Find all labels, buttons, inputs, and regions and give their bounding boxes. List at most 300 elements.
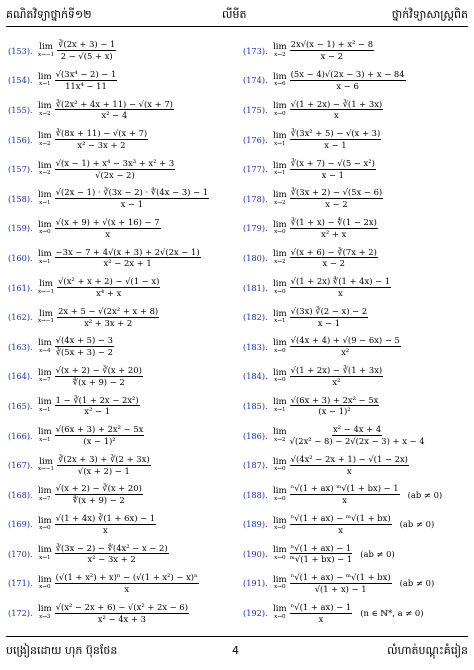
limit-problem — [243, 539, 474, 569]
lim-word: lim — [38, 249, 52, 260]
limit-subscript: x→7 — [39, 377, 51, 384]
denominator: x² + 3x + 2 — [84, 317, 133, 328]
problem-number: (187). — [243, 460, 268, 471]
lim-word: lim — [38, 397, 52, 408]
numerator: √(3x⁴ − 2) − 1 — [55, 69, 117, 80]
condition: (ab ≠ 0) — [360, 548, 395, 559]
fraction — [290, 129, 382, 150]
denominator: (x − 1)² — [83, 436, 116, 447]
denominator: x² — [332, 376, 341, 387]
lim-word: lim — [38, 486, 52, 497]
limit-problem — [8, 184, 240, 214]
limit-subscript: x→2 — [39, 170, 51, 177]
denominator: x — [342, 495, 348, 506]
fraction — [290, 307, 369, 328]
footer-rule — [6, 636, 468, 637]
fraction — [290, 188, 384, 209]
limit-operator — [273, 221, 287, 236]
lim-word: lim — [273, 249, 287, 260]
limit-operator — [273, 191, 287, 206]
fraction — [290, 455, 409, 476]
problem-number: (154). — [8, 75, 33, 86]
denominator: x − 1 — [120, 199, 144, 210]
limit-problem — [8, 362, 240, 392]
fraction — [290, 366, 384, 387]
problem-number: (161). — [8, 282, 33, 293]
denominator: x — [338, 288, 343, 299]
problem-number: (173). — [243, 45, 268, 56]
fraction — [55, 366, 143, 387]
denominator: x − 2 — [322, 258, 345, 269]
problem-number: (160). — [8, 252, 33, 263]
problem-number: (184). — [243, 371, 268, 382]
limit-problem — [8, 450, 240, 480]
fraction — [55, 159, 176, 180]
denominator: x − 2 — [320, 51, 344, 62]
numerator: ∛(x + 7) − √(5 − x²) — [290, 157, 375, 168]
problem-number: (166). — [8, 430, 33, 441]
limit-operator — [38, 73, 52, 88]
problem-number: (183). — [243, 341, 268, 352]
numerator: √(x² + x + 2) − √(1 − x) — [58, 276, 160, 287]
limit-subscript: x→0 — [274, 377, 286, 384]
problem-number: (171). — [8, 578, 33, 589]
limit-problem — [243, 125, 474, 155]
denominator: x − 1 — [324, 140, 347, 151]
limit-subscript: x→0 — [274, 466, 286, 473]
limit-subscript: x→1 — [39, 258, 51, 265]
fraction — [290, 514, 392, 535]
page-footer — [0, 640, 474, 666]
fraction — [57, 40, 116, 61]
lim-word: lim — [273, 456, 287, 467]
fraction — [55, 396, 140, 417]
denominator: (x − 1)² — [318, 406, 351, 417]
numerator: ∛(2x + 3) − 1 — [58, 39, 116, 50]
limit-problem — [8, 391, 240, 421]
denominator: √(2x − 2) — [95, 169, 135, 180]
limit-problem — [8, 510, 240, 540]
lim-word: lim — [38, 101, 52, 112]
limit-subscript: x→6 — [274, 81, 286, 88]
problem-number: (153). — [8, 45, 33, 56]
denominator: √(1 + x) − 1 — [314, 583, 367, 594]
numerator: ⁿ√(1 + ax) − 1 — [290, 542, 352, 553]
limit-subscript: x→−1 — [38, 51, 55, 58]
limit-operator — [273, 310, 287, 325]
limit-operator — [38, 487, 52, 502]
lim-word: lim — [273, 219, 287, 230]
limit-subscript: x→1 — [274, 318, 286, 325]
lim-word: lim — [38, 367, 52, 378]
lim-word: lim — [273, 397, 287, 408]
lim-word: lim — [273, 515, 287, 526]
fraction — [55, 573, 199, 594]
limit-subscript: x→2 — [39, 110, 51, 117]
denominator: x² + x — [321, 228, 347, 239]
fraction — [290, 544, 353, 565]
denominator: x — [346, 465, 352, 476]
limit-operator — [273, 280, 287, 295]
problem-number: (177). — [243, 164, 268, 175]
lim-word: lim — [39, 308, 53, 319]
numerator: ∛(3x + 2) − √(5x − 6) — [290, 187, 383, 198]
numerator: ⁿ√(1 + ax) − ᵐ√(1 + bx) — [290, 512, 391, 523]
footer-author: បង្រៀនដោយ ហុក ប៊ុនថែន — [6, 644, 118, 657]
limit-problem — [243, 154, 474, 184]
limit-operator — [38, 576, 52, 591]
denominator: x — [103, 524, 108, 535]
lim-word: lim — [273, 604, 287, 615]
limit-operator — [273, 369, 287, 384]
limit-problem — [8, 214, 240, 244]
limit-problem — [243, 421, 474, 451]
problem-number: (181). — [243, 282, 268, 293]
limit-subscript: x→2 — [39, 140, 51, 147]
footer-title: លំហាត់បណ្តុះគំរៀន — [387, 644, 468, 657]
limit-operator — [38, 310, 54, 325]
limit-problem — [8, 95, 240, 125]
limit-operator — [273, 73, 287, 88]
denominator: x — [105, 228, 110, 239]
problem-number: (156). — [8, 134, 33, 145]
limit-subscript: x→1 — [39, 81, 51, 88]
limit-problem — [243, 332, 474, 362]
denominator: x — [318, 613, 324, 624]
limit-operator — [273, 398, 287, 413]
limit-subscript: x→0 — [274, 584, 286, 591]
problem-number: (162). — [8, 312, 33, 323]
fraction — [290, 573, 392, 594]
numerator: (5x − 4)√(2x − 3) + x − 84 — [290, 69, 405, 80]
limit-subscript: x→3 — [39, 614, 51, 621]
numerator: ∛(8x + 11) − √(x + 7) — [55, 128, 148, 139]
lim-word: lim — [38, 574, 52, 585]
page-number: 4 — [232, 644, 239, 657]
limit-subscript: x→0 — [39, 229, 51, 236]
lim-word: lim — [273, 160, 287, 171]
denominator: ᵐ√(1 + bx) − 1 — [289, 554, 353, 565]
limit-problem — [243, 598, 474, 628]
problem-number: (168). — [8, 489, 33, 500]
limit-problem — [8, 66, 240, 96]
limit-operator — [273, 339, 287, 354]
lim-word: lim — [38, 604, 52, 615]
limit-problem — [243, 480, 474, 510]
numerator: ∛(3x − 2) − ∜(4x² − x − 2) — [55, 542, 168, 553]
denominator: ∜(x + 9) − 2 — [72, 376, 125, 387]
denominator: 2 − √(5 + x) — [60, 51, 113, 62]
limit-operator — [38, 221, 52, 236]
numerator: √(2x − 1) · ∛(3x − 2) · ∜(4x − 3) − 1 — [55, 187, 209, 198]
lim-word: lim — [38, 515, 52, 526]
limit-subscript: x→0 — [274, 495, 286, 502]
denominator: x — [338, 524, 344, 535]
limit-subscript: x→2 — [274, 199, 286, 206]
numerator: √(x + 2) − ∛(x + 20) — [55, 365, 142, 376]
limit-operator — [38, 546, 52, 561]
fraction — [290, 277, 392, 298]
fraction — [55, 129, 149, 150]
limit-problem — [243, 302, 474, 332]
limit-operator — [273, 250, 287, 265]
limit-subscript: x→2 — [274, 51, 286, 58]
fraction — [290, 425, 425, 446]
limit-operator — [38, 132, 52, 147]
limit-subscript: x→0 — [274, 110, 286, 117]
fraction — [290, 603, 353, 624]
denominator: ∜(x + 9) − 2 — [72, 495, 125, 506]
problems-column-right — [243, 36, 474, 628]
limit-problem — [8, 36, 240, 66]
problem-number: (167). — [8, 460, 33, 471]
limit-subscript: x→0 — [274, 554, 286, 561]
problem-number: (179). — [243, 223, 268, 234]
fraction — [290, 484, 400, 505]
lim-word: lim — [38, 426, 52, 437]
problem-number: (172). — [8, 608, 33, 619]
fraction — [290, 336, 401, 357]
limit-problem — [8, 421, 240, 451]
limit-subscript: x→1 — [39, 554, 51, 561]
problem-number: (178). — [243, 193, 268, 204]
lim-word: lim — [273, 42, 287, 53]
limit-operator — [273, 487, 287, 502]
denominator: x² − 4x + 3 — [97, 613, 146, 624]
problem-number: (174). — [243, 75, 268, 86]
numerator: x² − 4x + 4 — [333, 424, 382, 435]
fraction — [55, 514, 157, 535]
header-topic: លីមីត — [222, 8, 247, 21]
lim-word: lim — [38, 160, 52, 171]
limit-subscript: x→0 — [274, 525, 286, 532]
lim-word: lim — [273, 190, 287, 201]
problem-number: (169). — [8, 519, 33, 530]
lim-word: lim — [39, 278, 53, 289]
lim-word: lim — [39, 42, 53, 53]
lim-word: lim — [273, 130, 287, 141]
limit-problem — [8, 332, 240, 362]
numerator: −3x − 7 + 4√(x + 3) + 2√(2x − 1) — [55, 246, 200, 257]
lim-word: lim — [273, 71, 287, 82]
fraction — [290, 248, 378, 269]
limit-subscript: x→2 — [274, 258, 286, 265]
problem-number: (164). — [8, 371, 33, 382]
fraction — [290, 218, 378, 239]
limit-problem — [243, 391, 474, 421]
limit-operator — [273, 132, 287, 147]
problem-number: (176). — [243, 134, 268, 145]
fraction — [290, 159, 376, 180]
lim-word: lim — [38, 338, 52, 349]
condition: (ab ≠ 0) — [407, 489, 443, 500]
lim-word: lim — [38, 219, 52, 230]
lim-word: lim — [38, 130, 52, 141]
lim-word: lim — [38, 190, 52, 201]
limit-problem — [8, 480, 240, 510]
limit-operator — [38, 162, 52, 177]
limit-problem — [8, 273, 240, 303]
lim-word: lim — [273, 308, 287, 319]
problem-number: (165). — [8, 400, 33, 411]
limit-operator — [38, 191, 52, 206]
numerator: √(1 + 2x) − ∛(1 + 3x) — [290, 365, 383, 376]
fraction — [290, 396, 380, 417]
denominator: x² − 4 — [101, 110, 128, 121]
limit-subscript: x→7 — [39, 495, 51, 502]
denominator: x − 6 — [336, 80, 359, 91]
limit-subscript: x→−1 — [38, 318, 55, 325]
limit-subscript: x→−1 — [38, 466, 55, 473]
limit-operator — [38, 43, 54, 58]
limit-operator — [38, 250, 52, 265]
limit-subscript: x→0 — [274, 614, 286, 621]
limit-subscript: x→−1 — [38, 288, 55, 295]
fraction — [57, 455, 151, 476]
problems-column-left — [8, 36, 240, 628]
fraction — [55, 188, 209, 209]
fraction — [290, 70, 406, 91]
numerator: (√(1 + x²) + x)ⁿ − (√(1 + x²) − x)ⁿ — [55, 572, 198, 583]
fraction — [290, 100, 384, 121]
condition: (ab ≠ 0) — [399, 578, 435, 589]
limit-operator — [38, 339, 52, 354]
denominator: x — [334, 110, 339, 121]
limit-subscript: x→1 — [274, 140, 286, 147]
fraction — [57, 277, 160, 298]
numerator: ⁿ√(1 + ax) − ᵐ√(1 + bx) — [290, 572, 391, 583]
limit-problem — [8, 154, 240, 184]
limit-operator — [38, 517, 52, 532]
lim-word: lim — [273, 545, 287, 556]
limit-problem — [243, 510, 474, 540]
denominator: 11x⁴ − 11 — [65, 80, 107, 91]
denominator: x² − 3x + 2 — [87, 554, 136, 565]
condition: (n ∈ ℕ*, a ≠ 0) — [360, 608, 424, 619]
numerator: √(4x + 4) + √(9 − 6x) − 5 — [290, 335, 400, 346]
limit-subscript: x→0 — [39, 584, 51, 591]
limit-operator — [273, 428, 287, 443]
limit-problem — [243, 66, 474, 96]
limit-problem — [8, 302, 240, 332]
limit-subscript: x→0 — [39, 525, 51, 532]
denominator: x − 1 — [321, 169, 344, 180]
limit-subscript: x→1 — [39, 406, 51, 413]
limit-operator — [38, 428, 52, 443]
denominator: √(x + 2) − 1 — [77, 465, 130, 476]
fraction — [55, 425, 145, 446]
problem-number: (170). — [8, 548, 33, 559]
limit-problem — [243, 184, 474, 214]
numerator: ∛(1 + x) − ∜(1 − 2x) — [290, 217, 377, 228]
numerator: ∛(2x² + 4x + 11) − √(x + 7) — [55, 98, 173, 109]
limit-problem — [243, 243, 474, 273]
header-subject: គណិតវិទ្យាថ្នាក់ទី១២ — [6, 8, 92, 21]
limit-operator — [273, 546, 287, 561]
problem-number: (186). — [243, 430, 268, 441]
fraction — [55, 336, 114, 357]
limit-problem — [243, 273, 474, 303]
problem-number: (188). — [243, 489, 268, 500]
problem-number: (158). — [8, 193, 33, 204]
lim-word: lim — [273, 338, 287, 349]
limit-operator — [273, 458, 287, 473]
numerator: ⁿ√(1 + ax) ᵐ√(1 + bx) − 1 — [290, 483, 399, 494]
limit-operator — [38, 398, 52, 413]
lim-word: lim — [273, 426, 287, 437]
limit-problem — [243, 95, 474, 125]
numerator: √(4x + 5) − 3 — [55, 335, 113, 346]
lim-word: lim — [273, 574, 287, 585]
lim-word: lim — [273, 278, 287, 289]
problem-number: (155). — [8, 104, 33, 115]
limit-problem — [8, 243, 240, 273]
problem-number: (190). — [243, 548, 268, 559]
lim-word: lim — [39, 456, 53, 467]
denominator: x⁴ + x — [96, 288, 122, 299]
limit-operator — [38, 369, 52, 384]
lim-word: lim — [273, 486, 287, 497]
denominator: x² − 2x + 1 — [103, 258, 152, 269]
numerator: 2x√(x − 1) + x² − 8 — [290, 39, 374, 50]
header-class: ថ្នាក់វិទ្យាសាស្ត្រពិត — [391, 8, 468, 21]
limit-operator — [38, 458, 54, 473]
denominator: x² − 1 — [84, 406, 111, 417]
limit-operator — [38, 102, 52, 117]
numerator: √(4x² − 2x + 1) − √(1 − 2x) — [290, 453, 408, 464]
limit-problem — [243, 36, 474, 66]
numerator: √(1 + 2x) ∜(1 + 4x) − 1 — [290, 276, 391, 287]
limit-subscript: x→1 — [274, 170, 286, 177]
fraction — [55, 484, 143, 505]
limit-problem — [243, 569, 474, 599]
numerator: √(x + 9) + √(x + 16) − 7 — [55, 217, 160, 228]
limit-subscript: x→1 — [274, 406, 286, 413]
lim-word: lim — [38, 545, 52, 556]
problem-number: (185). — [243, 400, 268, 411]
problem-number: (192). — [243, 608, 268, 619]
limit-problem — [8, 569, 240, 599]
limit-problem — [8, 539, 240, 569]
numerator: 1 − ∛(1 + 2x − 2x²) — [55, 394, 139, 405]
fraction — [57, 307, 159, 328]
problem-number: (175). — [243, 104, 268, 115]
limit-operator — [273, 605, 287, 620]
limit-operator — [273, 43, 287, 58]
numerator: √(1 + 4x) ∛(1 + 6x) − 1 — [55, 512, 156, 523]
numerator: √(6x + 3) + 2x² − 5x — [290, 394, 379, 405]
header-rule — [6, 26, 468, 27]
denominator: x − 1 — [317, 317, 341, 328]
numerator: √(3x) ∛(2 − x) − 2 — [290, 305, 368, 316]
limit-subscript: x→4 — [39, 347, 51, 354]
numerator: √(x + 2) − ∛(x + 20) — [55, 483, 142, 494]
problem-number: (180). — [243, 252, 268, 263]
numerator: ⁿ√(1 + ax) − 1 — [290, 601, 352, 612]
numerator: √(6x + 3) + 2x² − 5x — [55, 424, 144, 435]
page-header — [0, 0, 474, 26]
limit-operator — [273, 102, 287, 117]
limit-problem — [243, 450, 474, 480]
limit-operator — [273, 576, 287, 591]
numerator: ∛(2x + 3) + ∛(2 + 3x) — [58, 453, 150, 464]
lim-word: lim — [273, 367, 287, 378]
limit-subscript: x→0 — [274, 347, 286, 354]
denominator: x — [124, 583, 130, 594]
denominator: ∛(5x + 3) − 2 — [55, 347, 113, 358]
problem-number: (159). — [8, 223, 33, 234]
limit-operator — [273, 162, 287, 177]
